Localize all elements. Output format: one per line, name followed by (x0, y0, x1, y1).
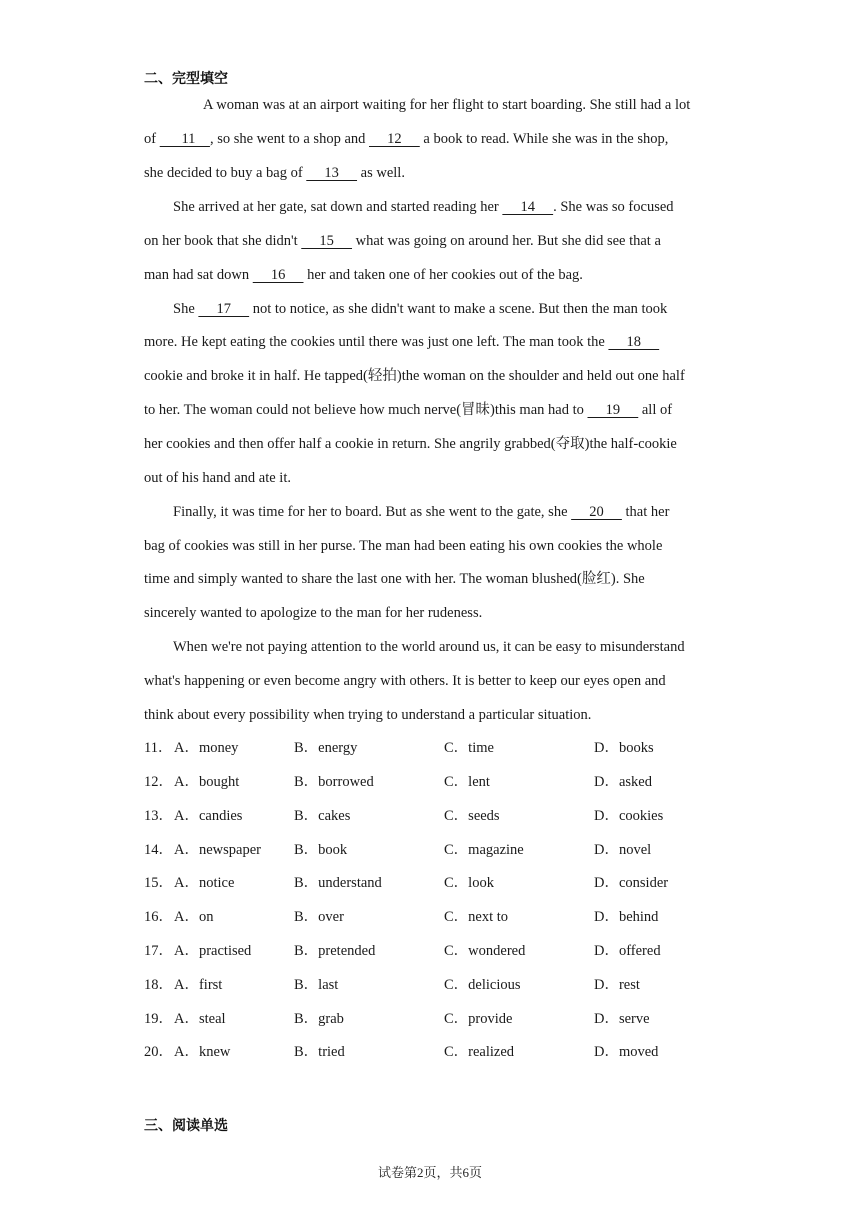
option-d: D．rest (594, 977, 640, 993)
passage-text: what was going on around her. But she did see that a (352, 233, 661, 249)
blank-11: 11 (159, 131, 210, 147)
question-number: 17． (144, 943, 173, 959)
option-c: C．look (444, 875, 494, 891)
blank-16: 16 (252, 267, 304, 283)
passage-line (144, 129, 668, 149)
blank-19: 19 (587, 402, 639, 418)
passage-text: a book to read. While she was in the shop, (419, 131, 669, 147)
passage-text: Finally, it was time for her to board. But as she went to the gate, she (173, 504, 572, 520)
question-number: 20． (144, 1044, 173, 1060)
passage-line (144, 163, 405, 183)
blank-17: 17 (198, 301, 250, 317)
option-b: B．understand (294, 875, 382, 891)
passage-text: more. He kept eating the cookies until there was just one left. The man took the (144, 334, 609, 350)
passage-line (173, 637, 685, 657)
passage-text: that her (621, 504, 670, 520)
passage-text: A woman was at an airport waiting for her flight to start boarding. She still had a lot (203, 97, 691, 113)
option-a: A．steal (174, 1011, 226, 1027)
question-number: 12． (144, 774, 173, 790)
option-c: C．realized (444, 1044, 515, 1060)
passage-text: out of his hand and ate it. (144, 470, 291, 486)
option-d: D．novel (594, 842, 652, 858)
passage-text: think about every possibility when trying to understand a particular situation. (144, 707, 592, 723)
question-row (144, 873, 744, 893)
question-number: 14． (144, 842, 173, 858)
page-footer: 试卷第2页，共6页 (377, 1165, 482, 1180)
passage-line (203, 95, 690, 115)
option-c: C．next to (444, 909, 509, 925)
passage-text: of (144, 131, 160, 147)
option-b: B．over (294, 909, 344, 925)
passage-text: her and taken one of her cookies out of the bag. (303, 267, 583, 283)
question-row (144, 1009, 744, 1029)
passage-text: not to notice, as she didn't want to make a scene. But then the man took (249, 301, 668, 317)
section-title-cloze: 二、完型填空 (144, 71, 228, 87)
option-c: C．delicious (444, 977, 521, 993)
passage-line (144, 536, 662, 556)
passage-line (144, 705, 591, 725)
question-number: 18． (144, 977, 173, 993)
option-d: D．offered (594, 943, 661, 959)
option-d: D．books (594, 740, 654, 756)
question-row (144, 907, 744, 927)
question-row (144, 806, 744, 826)
question-row (144, 840, 744, 860)
blank-20: 20 (571, 504, 622, 520)
question-number: 19． (144, 1011, 173, 1027)
passage-line (173, 197, 674, 217)
passage-text: She (173, 301, 199, 317)
question-number: 16． (144, 909, 173, 925)
question-row (144, 941, 744, 961)
option-a: A．notice (174, 875, 235, 891)
option-b: B．last (294, 977, 339, 993)
passage-text: sincerely wanted to apologize to the man for her rudeness. (144, 605, 483, 621)
question-row (144, 738, 744, 758)
option-c: C．time (444, 740, 494, 756)
option-a: A．practised (174, 943, 252, 959)
passage-line (144, 671, 666, 691)
option-a: A．first (174, 977, 223, 993)
passage-text: what's happening or even become angry with others. It is better to keep our eyes open and (144, 673, 666, 689)
passage-line (144, 400, 672, 420)
passage-line (173, 502, 669, 522)
passage-text: all of (638, 402, 673, 418)
option-a: A．bought (174, 774, 240, 790)
passage-text: on her book that she didn't (144, 233, 302, 249)
blank-18: 18 (608, 334, 660, 350)
option-d: D．serve (594, 1011, 650, 1027)
option-c: C．provide (444, 1011, 513, 1027)
option-b: B．cakes (294, 808, 351, 824)
question-number: 13． (144, 808, 173, 824)
passage-line (173, 299, 667, 319)
question-row (144, 975, 744, 995)
passage-text: When we're not paying attention to the world around us, it can be easy to misunderstand (173, 639, 685, 655)
passage-line (144, 434, 677, 454)
passage-text: She arrived at her gate, sat down and started reading her (173, 199, 503, 215)
passage-text: she decided to buy a bag of (144, 165, 307, 181)
passage-text: , so she went to a shop and (209, 131, 370, 147)
question-row (144, 772, 744, 792)
passage-text: as well. (357, 165, 405, 181)
question-row (144, 1042, 744, 1062)
option-a: A．money (174, 740, 239, 756)
option-b: B．book (294, 842, 348, 858)
passage-text: to her. The woman could not believe how much nerve(冒昧)this man had to (144, 402, 588, 418)
option-d: D．cookies (594, 808, 664, 824)
passage-line (144, 265, 583, 285)
question-number: 15． (144, 875, 173, 891)
option-b: B．borrowed (294, 774, 374, 790)
passage-line (144, 231, 661, 251)
option-c: C．seeds (444, 808, 500, 824)
passage-line (144, 569, 645, 589)
passage-text: . She was so focused (553, 199, 674, 215)
question-number: 11． (144, 740, 173, 756)
option-b: B．tried (294, 1044, 345, 1060)
option-b: B．energy (294, 740, 358, 756)
passage-line (144, 366, 685, 386)
option-a: A．on (174, 909, 214, 925)
passage-line (144, 332, 659, 352)
passage-text: man had sat down (144, 267, 253, 283)
option-c: C．lent (444, 774, 490, 790)
option-c: C．wondered (444, 943, 526, 959)
option-b: B．pretended (294, 943, 376, 959)
blank-14: 14 (502, 199, 554, 215)
option-b: B．grab (294, 1011, 344, 1027)
option-a: A．newspaper (174, 842, 261, 858)
option-a: A．candies (174, 808, 243, 824)
blank-12: 12 (369, 131, 420, 147)
passage-line (144, 603, 482, 623)
option-d: D．behind (594, 909, 659, 925)
option-d: D．consider (594, 875, 669, 891)
passage-line (144, 468, 291, 488)
blank-13: 13 (306, 165, 358, 181)
option-d: D．asked (594, 774, 652, 790)
blank-15: 15 (301, 233, 353, 249)
option-d: D．moved (594, 1044, 659, 1060)
passage-text: time and simply wanted to share the last one with her. The woman blushed(脸红). She (144, 571, 645, 587)
option-c: C．magazine (444, 842, 524, 858)
passage-text: bag of cookies was still in her purse. The man had been eating his own cookies the whole (144, 538, 663, 554)
passage-text: her cookies and then offer half a cookie in return. She angrily grabbed(夺取)the half-cookie (144, 436, 677, 452)
section-title-reading: 三、阅读单选 (144, 1118, 228, 1134)
passage-text: cookie and broke it in half. He tapped(轻拍)the woman on the shoulder and held out one half (144, 368, 685, 384)
option-a: A．knew (174, 1044, 231, 1060)
